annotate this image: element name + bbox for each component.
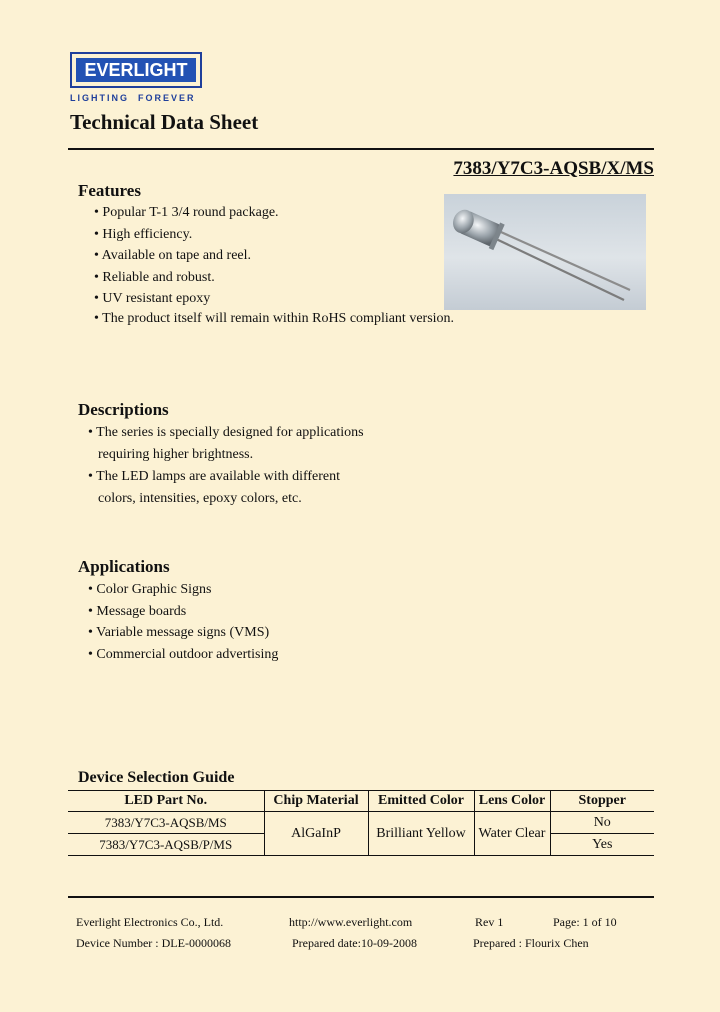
list-item: • The product itself will remain within RoHS compliant version. xyxy=(94,310,455,326)
everlight-logo xyxy=(70,52,202,88)
list-item: • Available on tape and reel. xyxy=(94,248,252,263)
column-header: Emitted Color xyxy=(368,791,474,812)
device-selection-table xyxy=(68,790,654,856)
footer-revision: Rev 1 xyxy=(475,915,504,929)
descriptions-heading: Descriptions xyxy=(78,400,169,419)
lens-color-cell: Water Clear xyxy=(474,812,550,856)
logo-text: EVERLIGHT xyxy=(76,58,196,82)
part-number-cell: 7383/Y7C3-AQSB/MS xyxy=(68,812,264,834)
column-header: Chip Material xyxy=(264,791,368,812)
features-list xyxy=(94,202,454,329)
applications-list xyxy=(88,579,278,665)
list-item: requiring higher brightness. xyxy=(98,447,254,462)
list-item: • UV resistant epoxy xyxy=(94,291,211,306)
footer-device-number: Device Number : DLE-0000068 xyxy=(76,936,231,950)
list-item: • The series is specially designed for applications xyxy=(88,425,364,440)
part-number-title: 7383/Y7C3-AQSB/X/MS xyxy=(453,158,654,179)
footer-divider xyxy=(68,896,654,898)
footer-url[interactable]: http://www.everlight.com xyxy=(289,915,413,929)
header-divider xyxy=(68,148,654,150)
list-item: • High efficiency. xyxy=(94,226,193,242)
part-number-cell: 7383/Y7C3-AQSB/P/MS xyxy=(68,834,264,856)
logo-tagline: LIGHTING FOREVER xyxy=(70,93,196,103)
list-item: • Variable message signs (VMS) xyxy=(88,625,270,640)
table-row xyxy=(68,812,654,834)
table-header-row xyxy=(68,791,654,812)
stopper-cell: No xyxy=(550,812,654,834)
chip-material-cell: AlGaInP xyxy=(264,812,368,856)
footer-prepared-by: Prepared : Flourix Chen xyxy=(473,936,589,950)
column-header: LED Part No. xyxy=(68,791,264,812)
applications-heading: Applications xyxy=(78,557,170,576)
list-item: • Color Graphic Signs xyxy=(88,582,212,597)
footer-page: Page: 1 of 10 xyxy=(553,915,617,929)
list-item: • The LED lamps are available with different xyxy=(88,469,341,484)
stopper-cell: Yes xyxy=(550,834,654,856)
footer-prepared-date: Prepared date:10-09-2008 xyxy=(292,936,417,950)
footer-company: Everlight Electronics Co., Ltd. xyxy=(76,915,224,929)
led-lamp-icon xyxy=(444,194,646,310)
list-item: colors, intensities, epoxy colors, etc. xyxy=(98,491,302,506)
descriptions-list xyxy=(88,422,364,510)
column-header: Lens Color xyxy=(474,791,550,812)
list-item: • Message boards xyxy=(88,603,187,619)
column-header: Stopper xyxy=(550,791,654,812)
guide-heading: Device Selection Guide xyxy=(78,769,235,786)
list-item: • Commercial outdoor advertising xyxy=(88,646,279,662)
list-item: • Popular T-1 3/4 round package. xyxy=(94,205,279,220)
led-product-photo xyxy=(444,194,646,310)
features-heading: Features xyxy=(78,181,141,200)
page-title: Technical Data Sheet xyxy=(70,110,259,134)
emitted-color-cell: Brilliant Yellow xyxy=(368,812,474,856)
list-item: • Reliable and robust. xyxy=(94,269,215,285)
